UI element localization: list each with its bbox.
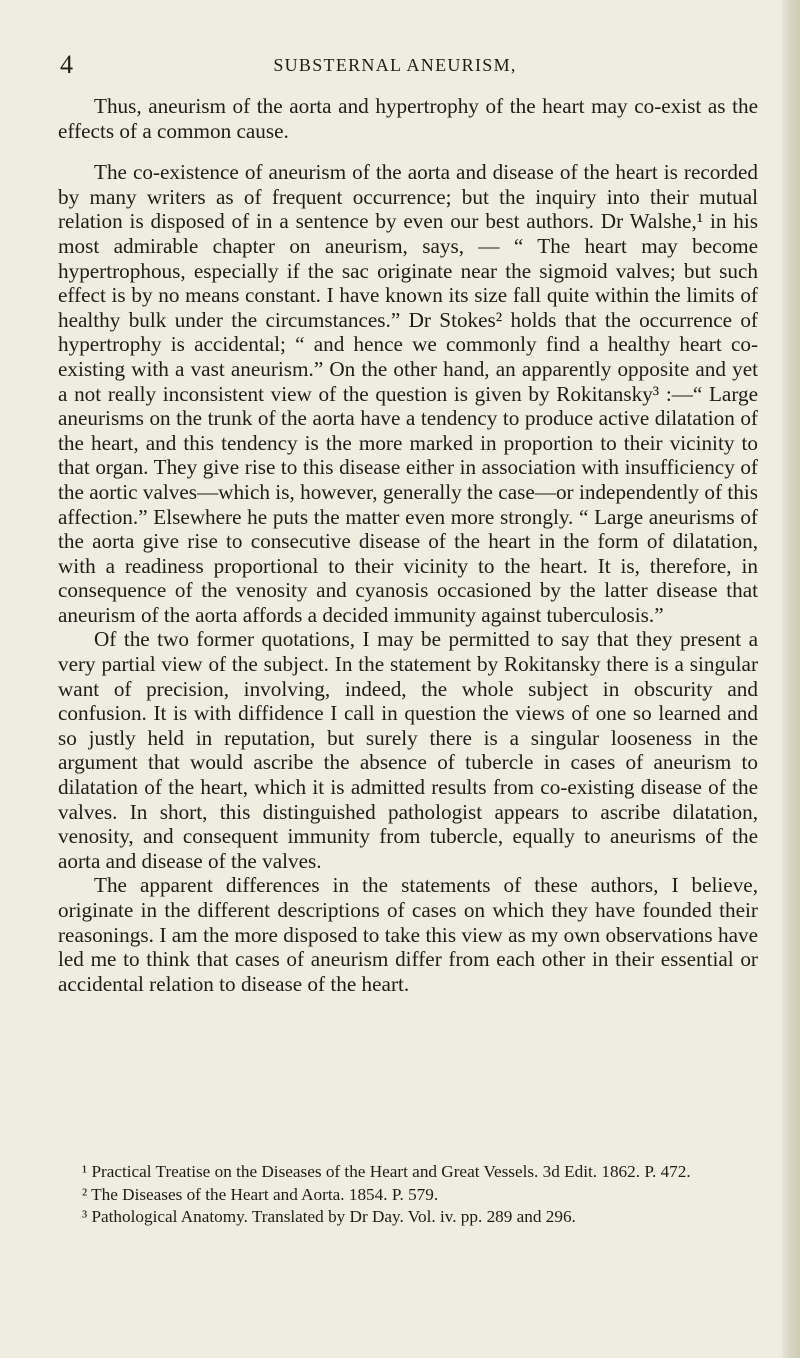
page-edge-shadow — [782, 0, 800, 1358]
paragraph: Of the two former quotations, I may be permitted to say that they present a very partial view of the subject. In the statement by Rokitansky there is a singular want of precision, involving, indeed, the whole subject in obscurity and confusion. It is with diffidence I call in question the views of one so learned and so justly held in reputation, but surely there is a singular looseness in the argument that would ascribe the absence of tubercle in cases of aneurism to dilatation of the heart, which it is admitted results from co-existing disease of the valves. In short, this distinguished pathologist appears to ascribe dilatation, venosity, and consequent immunity from tubercle, equally to aneurisms of the aorta and disease of the valves. — [58, 627, 758, 873]
footnote: ¹ Practical Treatise on the Diseases of the Heart and Great Vessels. 3d Edit. 1862. P. 472. — [82, 1162, 691, 1181]
paragraph: The co-existence of aneurism of the aorta and disease of the heart is recorded by many writers as of frequent occurrence; but the inquiry into their mutual relation is disposed of in a sentence by even our best authors. Dr Walshe,¹ in his most admirable chapter on aneurism, says, — “ The heart may become hypertrophous, especially if the sac originate near the sigmoid valves; but such effect is by no means constant. I have known its size fall quite within the limits of healthy bulk under the circumstances.” Dr Stokes² holds that the occurrence of hypertrophy is accidental; “ and hence we commonly find a healthy heart co-existing with a vast aneurism.” On the other hand, an apparently opposite and yet a not really inconsistent view of the question is given by Rokitansky³ :—“ Large aneurisms on the trunk of the aorta have a tendency to produce active dilatation of the heart, and this tendency is the more marked in proportion to their vicinity to that organ. They give rise to this disease either in association with insufficiency of the aortic valves—which is, however, generally the case—or independently of this affection.” Elsewhere he puts the matter even more strongly. “ Large aneurisms of the aorta give rise to consecutive disease of the heart in the form of dilatation, with a readiness proportional to their vicinity to the heart. It is, therefore, in consequence of the venosity and cyanosis occasioned by the latter disease that aneurism of the aorta affords a decided immunity against tuberculosis.” — [58, 160, 758, 627]
footnote: ³ Pathological Anatomy. Translated by Dr Day. Vol. iv. pp. 289 and 296. — [82, 1207, 576, 1226]
body-text — [58, 94, 758, 996]
footnote: ² The Diseases of the Heart and Aorta. 1854. P. 579. — [82, 1184, 439, 1204]
paragraph: Thus, aneurism of the aorta and hypertrophy of the heart may co-exist as the effects of a common cause. — [58, 94, 758, 143]
footnotes — [58, 1161, 758, 1229]
page-number: 4 — [60, 50, 73, 79]
running-title: SUBSTERNAL ANEURISM, — [273, 55, 517, 75]
paragraph: The apparent differences in the statements of these authors, I believe, originate in the different descriptions of cases on which they have founded their reasonings. I am the more disposed to take this view as my own observations have led me to think that cases of aneurism differ from each other in their essential or accidental relation to disease of the heart. — [58, 873, 758, 996]
